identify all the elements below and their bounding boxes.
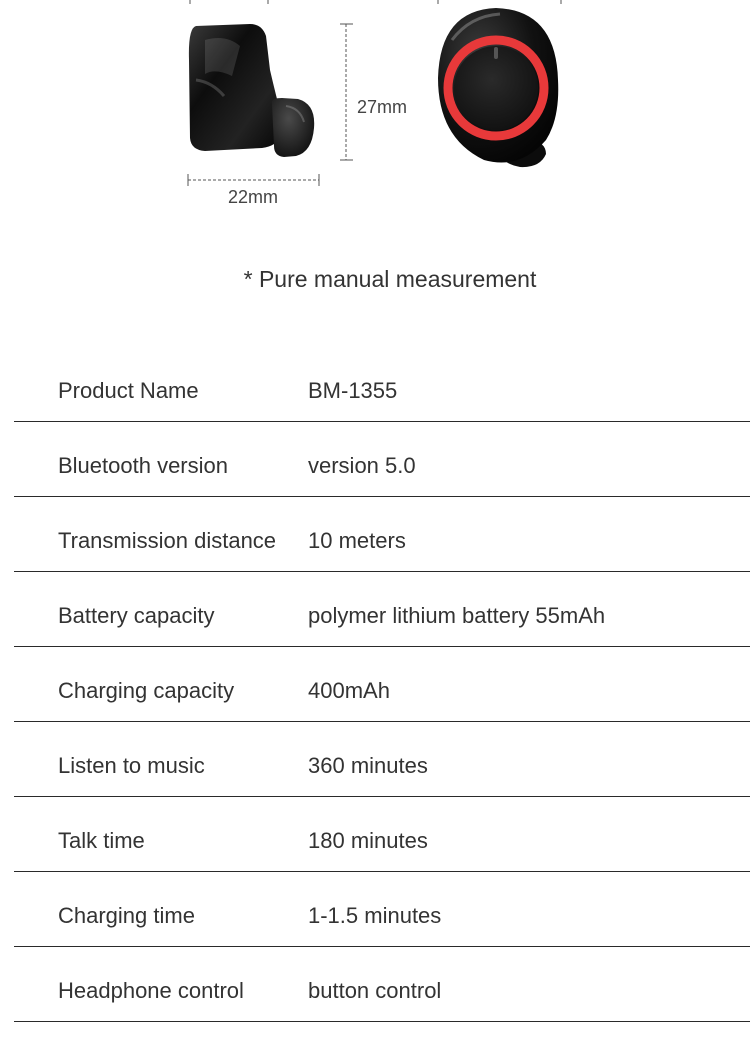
spec-value: BM-1355	[308, 378, 398, 403]
spec-label: Product Name	[58, 378, 199, 403]
spec-value: polymer lithium battery 55mAh	[308, 603, 606, 628]
spec-row-headphone-control	[14, 947, 750, 1022]
spec-label: Headphone control	[58, 978, 244, 1003]
height-dimension-label: 27mm	[357, 97, 408, 117]
width-dimension-label: 22mm	[228, 187, 279, 207]
spec-label: Charging time	[58, 903, 195, 928]
spec-value: version 5.0	[308, 453, 416, 478]
width-dimension-line	[188, 174, 319, 186]
spec-row-charging-capacity	[14, 647, 750, 722]
earbud-illustration	[0, 0, 750, 230]
spec-label: Talk time	[58, 828, 145, 853]
measurement-note: * Pure manual measurement	[243, 266, 537, 292]
top-tick-marks	[190, 0, 561, 4]
spec-label: Transmission distance	[58, 528, 277, 553]
spec-row-talk-time	[14, 797, 750, 872]
spec-value: 180 minutes	[308, 828, 428, 853]
spec-row-transmission-distance	[14, 497, 750, 572]
indicator-light	[494, 47, 498, 59]
height-dimension-line	[340, 24, 353, 160]
earbud-front-view	[438, 8, 558, 167]
spec-value: 360 minutes	[308, 753, 428, 778]
spec-row-listen-to-music	[14, 722, 750, 797]
spec-row-battery-capacity	[14, 572, 750, 647]
spec-label: Bluetooth version	[58, 453, 228, 478]
spec-value: 10 meters	[308, 528, 406, 553]
spec-label: Battery capacity	[58, 603, 215, 628]
spec-value: 400mAh	[308, 678, 390, 703]
spec-row-bluetooth-version	[14, 422, 750, 497]
spec-label: Listen to music	[58, 753, 205, 778]
spec-row-product-name	[14, 347, 750, 422]
spec-table	[14, 347, 750, 1022]
earbud-side-view	[189, 24, 314, 157]
spec-label: Charging capacity	[58, 678, 235, 703]
spec-value: 1-1.5 minutes	[308, 903, 442, 928]
spec-value: button control	[308, 978, 442, 1003]
spec-row-charging-time	[14, 872, 750, 947]
